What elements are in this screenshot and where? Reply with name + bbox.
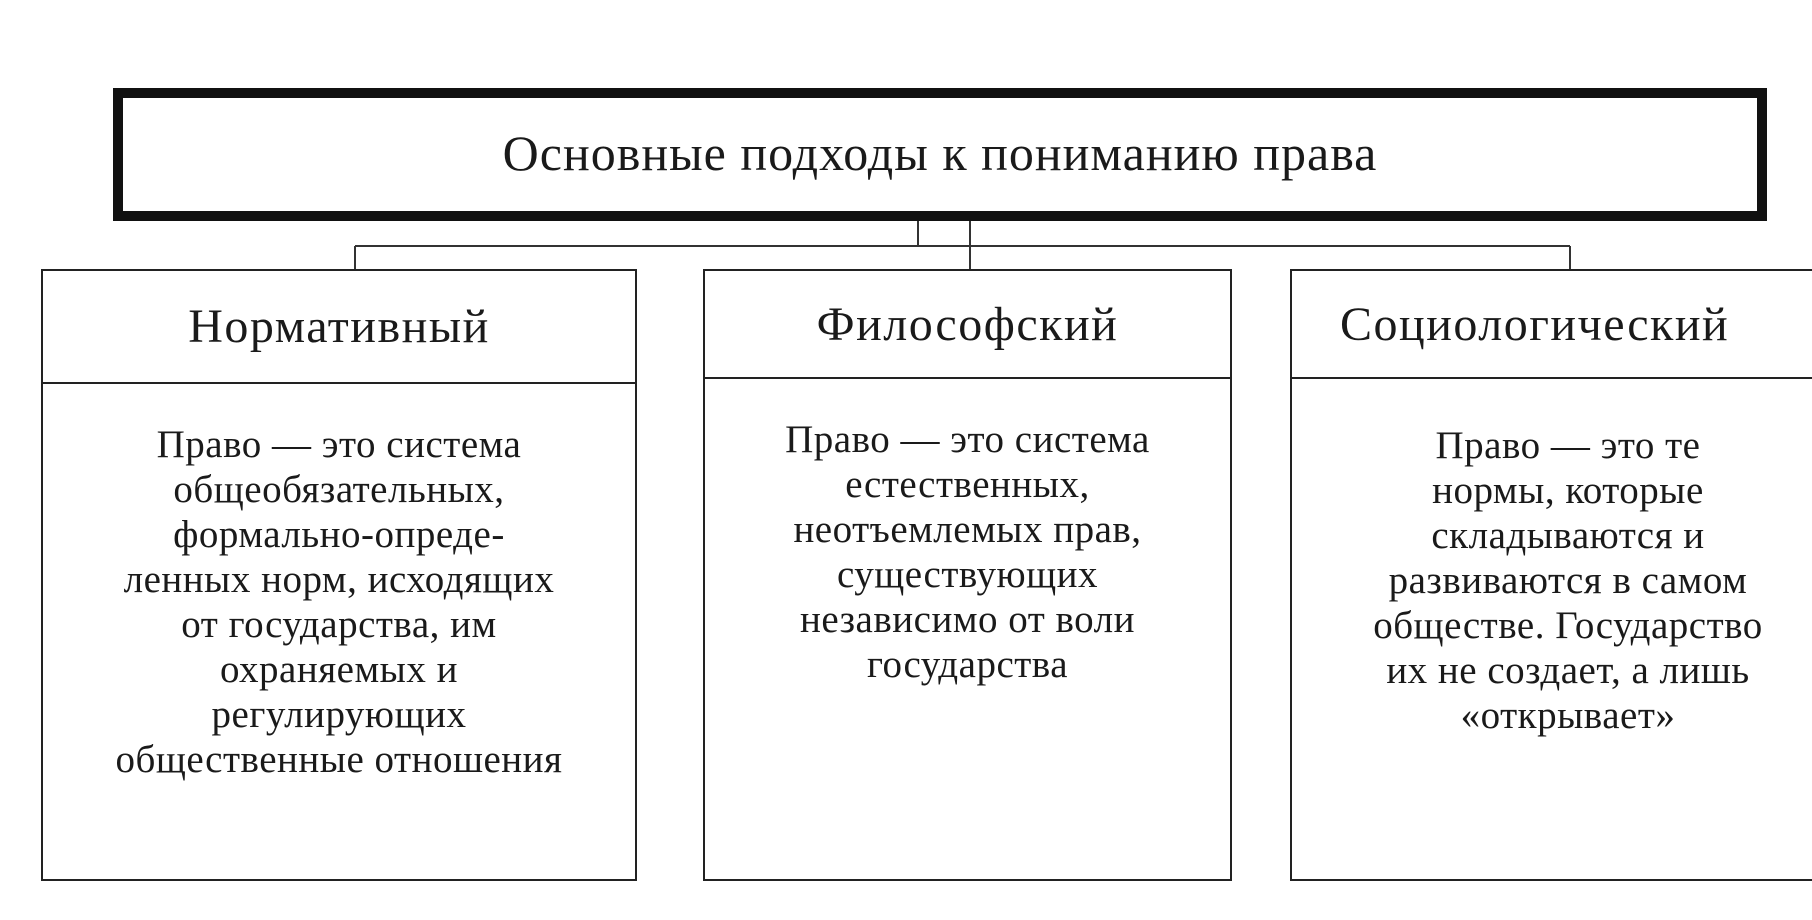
definition-line: независимо от воли <box>799 598 1135 641</box>
approach-sociological <box>1290 269 1812 881</box>
definition-line: естественных, <box>845 463 1090 506</box>
definition-line: ленных норм, исходящих <box>123 558 555 601</box>
definition-line: охраняемых и <box>220 648 458 691</box>
approach-name: Философский <box>705 271 1230 379</box>
definition-line: неотъемлемых прав, <box>793 508 1142 551</box>
approach-name: Нормативный <box>43 271 635 384</box>
definition-line: «открывает» <box>1460 694 1676 737</box>
definition-line: обществе. Государство <box>1373 604 1763 647</box>
definition-line: общеобязательных, <box>173 468 505 511</box>
definition-line: Право — это система <box>785 418 1150 461</box>
definition-line: формально-опреде- <box>173 513 505 556</box>
approach-philosophical <box>703 269 1232 881</box>
definition-line: нормы, которые <box>1432 469 1704 512</box>
approach-definition <box>705 379 1230 687</box>
definition-line: их не создает, а лишь <box>1386 649 1750 692</box>
definition-line: Право — это те <box>1435 424 1701 467</box>
definition-line: государства <box>866 643 1069 686</box>
definition-line: общественные отношения <box>115 738 563 781</box>
definition-line: от государства, им <box>181 603 497 646</box>
definition-line: существующих <box>836 553 1099 596</box>
diagram-title: Основные подходы к пониманию права <box>502 124 1378 181</box>
approach-normative <box>41 269 637 881</box>
title-box <box>113 88 1767 221</box>
approach-definition <box>1292 379 1812 738</box>
definition-line: Право — это система <box>156 423 522 466</box>
approach-definition <box>43 384 635 782</box>
definition-line: регулирующих <box>211 693 467 736</box>
approach-name: Социологический <box>1292 271 1812 379</box>
definition-line: складываются и <box>1431 514 1705 557</box>
definition-line: развиваются в самом <box>1388 559 1748 602</box>
